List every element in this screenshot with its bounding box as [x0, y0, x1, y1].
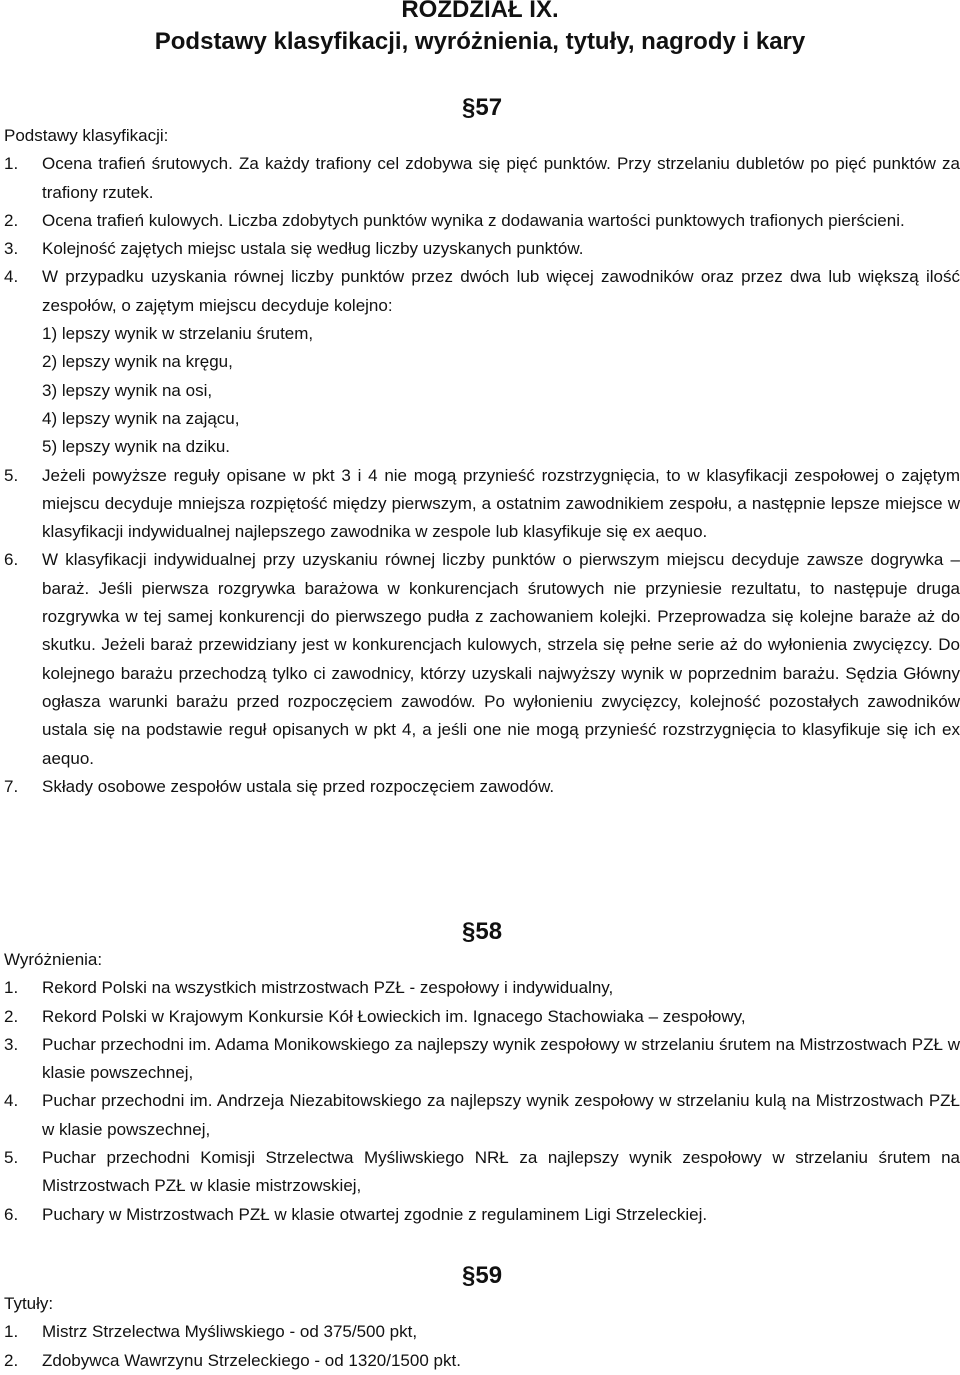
item-number: 2. — [4, 1006, 19, 1026]
list-item — [4, 1144, 960, 1201]
section-heading: Wyróżnienia: — [4, 950, 103, 969]
chapter-subtitle: Podstawy klasyfikacji, wyróżnienia, tytuły, nagrody i kary — [154, 28, 806, 55]
list-item — [4, 974, 960, 1002]
section-58 — [4, 946, 960, 1229]
tiebreak-item: 1) lepszy wynik w strzelaniu śrutem, — [42, 324, 314, 344]
chapter-title — [0, 0, 960, 57]
section-heading: Tytuły: — [4, 1294, 54, 1313]
section-number-59: §59 — [462, 1262, 503, 1289]
item-number: 1. — [4, 1322, 19, 1342]
section-list — [4, 974, 960, 1229]
tiebreak-item: 5) lepszy wynik na dziku. — [42, 437, 231, 457]
list-item — [4, 462, 960, 547]
section-57 — [4, 122, 960, 801]
list-item — [4, 1318, 960, 1346]
section-list — [4, 1318, 960, 1375]
list-item — [4, 235, 960, 263]
item-text: Ocena trafień śrutowych. Za każdy trafiony cel zdobywa się pięć punktów. Przy strzelaniu dubletów po pięć punktów za trafiony rzutek. — [42, 154, 960, 202]
section-59 — [4, 1290, 960, 1375]
item-text: Składy osobowe zespołów ustala się przed rozpoczęciem zawodów. — [42, 776, 555, 796]
section-number-58: §58 — [462, 918, 503, 945]
item-text: Rekord Polski na wszystkich mistrzostwach PZŁ - zespołowy i indywidualny, — [42, 978, 614, 998]
tiebreak-item: 2) lepszy wynik na kręgu, — [42, 352, 233, 372]
list-item — [4, 546, 960, 772]
list-item — [4, 1087, 960, 1144]
item-text: Zdobywca Wawrzynu Strzeleckiego - od 1320/1500 pkt. — [42, 1350, 461, 1370]
item-number: 4. — [4, 267, 19, 287]
section-list — [4, 150, 960, 801]
list-item — [4, 150, 960, 207]
item-text: Kolejność zajętych miejsc ustala się według liczby uzyskanych punktów. — [42, 239, 584, 259]
item-text: Puchar przechodni im. Andrzeja Niezabitowskiego za najlepszy wynik zespołowy w strzelaniu kulą na Mistrzostwach PZŁ w klasie powszechnej, — [42, 1091, 960, 1139]
item-number: 5. — [4, 465, 19, 485]
item-number: 7. — [4, 776, 19, 796]
item-number: 4. — [4, 1091, 19, 1111]
item-number: 6. — [4, 550, 19, 570]
list-item — [4, 263, 960, 461]
item-text: W przypadku uzyskania równej liczby punktów przez dwóch lub więcej zawodników oraz przez dwa lub większą ilość zespołów, o zajętym miejscu decyduje kolejno: — [42, 267, 960, 315]
item-number: 1. — [4, 978, 19, 998]
item-number: 6. — [4, 1204, 19, 1224]
tiebreak-item: 3) lepszy wynik na osi, — [42, 380, 213, 400]
item-text: Puchary w Mistrzostwach PZŁ w klasie otwartej zgodnie z regulaminem Ligi Strzeleckiej. — [42, 1204, 708, 1224]
section-number-57: §57 — [462, 94, 503, 121]
item-text: Puchar przechodni im. Adama Monikowskiego za najlepszy wynik zespołowy w strzelaniu śrutem na Mistrzostwach PZŁ w klasie powszechnej, — [42, 1034, 960, 1083]
item-text: W klasyfikacji indywidualnej przy uzyskaniu równej liczby punktów o pierwszym miejscu decyduje zawsze dogrywka – baraż. Jeśli pierwsza rozgrywka barażowa w konkurencjach śrutowych nie przyniesie rezultatu, to następuje druga rozgrywka w tej samej konkurencji do pierwszego pudła z zachowaniem kolejki. Przeprowadza się kolejne baraże aż do skutku. Jeżeli baraż przewidziany jest w konkurencjach kulowych, strzela się pełne serie aż do wyłonienia zwycięzcy. Do kolejnego barażu przechodzą tylko ci zawodnicy, którzy uzyskali najwyższy wynik w poprzednim barażu. Sędzia Główny ogłasza warunki barażu przed rozpoczęciem zawodów. Po wyłonieniu zwycięzcy, kolejność pozostałych zawodników ustala się na podstawie reguł opisanych w pkt 4, a jeśli one nie mogą przynieść rozstrzygnięcia to klasyfikuje się ich ex aequo. — [42, 550, 960, 768]
list-item — [4, 1003, 960, 1031]
list-item — [4, 773, 960, 801]
list-item — [4, 207, 960, 235]
list-item — [4, 1347, 960, 1375]
item-number: 5. — [4, 1148, 19, 1168]
item-text: Rekord Polski w Krajowym Konkursie Kół Łowieckich im. Ignacego Stachowiaka – zespołowy, — [42, 1006, 746, 1026]
item-text: Ocena trafień kulowych. Liczba zdobytych punktów wynika z dodawania wartości punktowych trafionych pierścieni. — [42, 210, 905, 230]
list-item — [4, 1201, 960, 1229]
tiebreak-list — [42, 320, 960, 461]
item-text: Mistrz Strzelectwa Myśliwskiego - od 375/500 pkt, — [42, 1322, 418, 1342]
item-number: 3. — [4, 1034, 19, 1054]
item-text: Jeżeli powyższe reguły opisane w pkt 3 i 4 nie mogą przynieść rozstrzygnięcia, to w klasyfikacji zespołowej o zajętym miejscu decyduje mniejsza rozpiętość między pierwszym, a ostatnim zawodnikiem zespołu, a następnie lepsze miejsce w klasyfikacji indywidualnej najlepszego zawodnika w zespole lub klasyfikuje się ex aequo. — [42, 465, 960, 542]
item-number: 2. — [4, 1350, 19, 1370]
list-item — [4, 1031, 960, 1088]
tiebreak-item: 4) lepszy wynik na zającu, — [42, 408, 240, 428]
item-number: 2. — [4, 210, 19, 230]
item-text: Puchar przechodni Komisji Strzelectwa Myśliwskiego NRŁ za najlepszy wynik zespołowy w strzelaniu śrutem na Mistrzostwach PZŁ w klasie mistrzowskiej, — [42, 1148, 960, 1196]
chapter-number: ROZDZIAŁ IX. — [401, 0, 559, 23]
item-number: 1. — [4, 154, 19, 174]
section-heading: Podstawy klasyfikacji: — [4, 126, 169, 145]
item-number: 3. — [4, 239, 19, 259]
